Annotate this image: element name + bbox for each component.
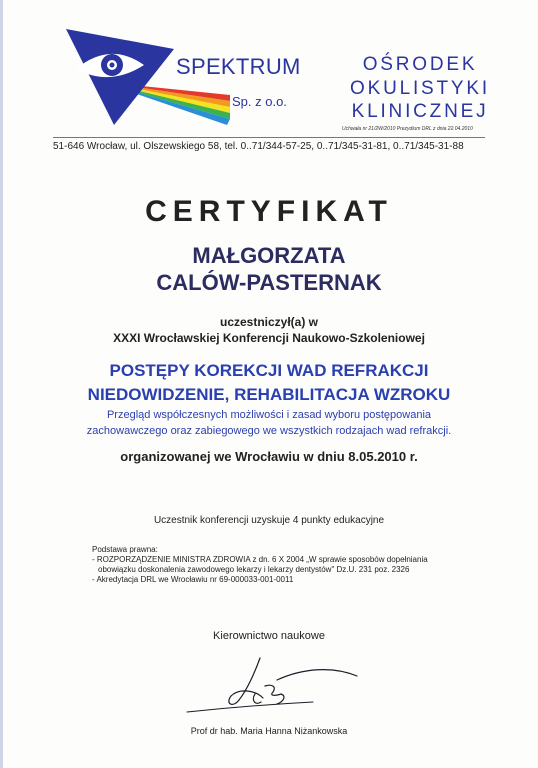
- conference-description-line-1: Przegląd współczesnych możliwości i zasad wyboru postępowania: [106, 409, 432, 421]
- legal-basis-heading: Podstawa prawna:: [92, 545, 158, 554]
- brand-name: SPEKTRUM: [176, 54, 301, 79]
- brand-company-type: Sp. z o.o.: [232, 94, 287, 109]
- participation-text: uczestniczył(a) w: [219, 315, 319, 329]
- conference-description-line-2: zachowawczego oraz zabiegowego we wszystkich rodzajach wad refrakcji.: [86, 425, 452, 437]
- clinic-address: 51-646 Wrocław, ul. Olszewskiego 58, tel. 0..71/344-57-25, 0..71/345-31-81, 0..71/345-31-88: [53, 141, 464, 152]
- left-edge-line: [0, 0, 3, 768]
- header-divider: [53, 137, 485, 138]
- conference-name: XXXI Wrocławskiej Konferencji Naukowo-Szkoleniowej: [113, 331, 425, 345]
- conference-topic-line-2: NIEDOWIDZENIE, REHABILITACJA WZROKU: [87, 385, 451, 404]
- legal-basis-line-2: obowiązku doskonalenia zawodowego lekarzy i lekarzy dentystów" Dz.U. 231 poz. 2326: [98, 565, 410, 574]
- legal-basis-line-1: - ROZPORZĄDZENIE MINISTRA ZDROWIA z dn. 6 X 2004 „W sprawie sposobów dopełniania: [92, 555, 428, 564]
- scientific-direction-label: Kierownictwo naukowe: [213, 630, 325, 642]
- handwritten-signature-icon: [185, 650, 360, 720]
- education-points: Uczestnik konferencji uzyskuje 4 punkty edukacyjne: [153, 515, 385, 526]
- participant-last-name: CALÓW-PASTERNAK: [156, 270, 382, 295]
- certificate-title: CERTYFIKAT: [145, 195, 393, 228]
- clinic-name-line-1: OŚRODEK: [362, 54, 478, 75]
- conference-date-location: organizowanej we Wrocławiu w dniu 8.05.2010 r.: [120, 449, 418, 464]
- conference-topic-line-1: POSTĘPY KOREKCJI WAD REFRAKCJI: [109, 361, 429, 380]
- participant-first-name: MAŁGORZATA: [192, 243, 346, 268]
- signer-name: Prof dr hab. Maria Hanna Niżankowska: [190, 726, 348, 736]
- resolution-note: Uchwała nr 21/2W/2010 Prezydium DRL z dnia 22.04.2010: [342, 126, 473, 132]
- legal-basis-line-3: - Akredytacja DRL we Wrocławiu nr 69-000033-001-0011: [92, 575, 294, 584]
- clinic-name-line-3: KLINICZNEJ: [351, 101, 489, 122]
- clinic-name-line-2: OKULISTYKI: [350, 78, 490, 99]
- legal-basis: [92, 545, 428, 585]
